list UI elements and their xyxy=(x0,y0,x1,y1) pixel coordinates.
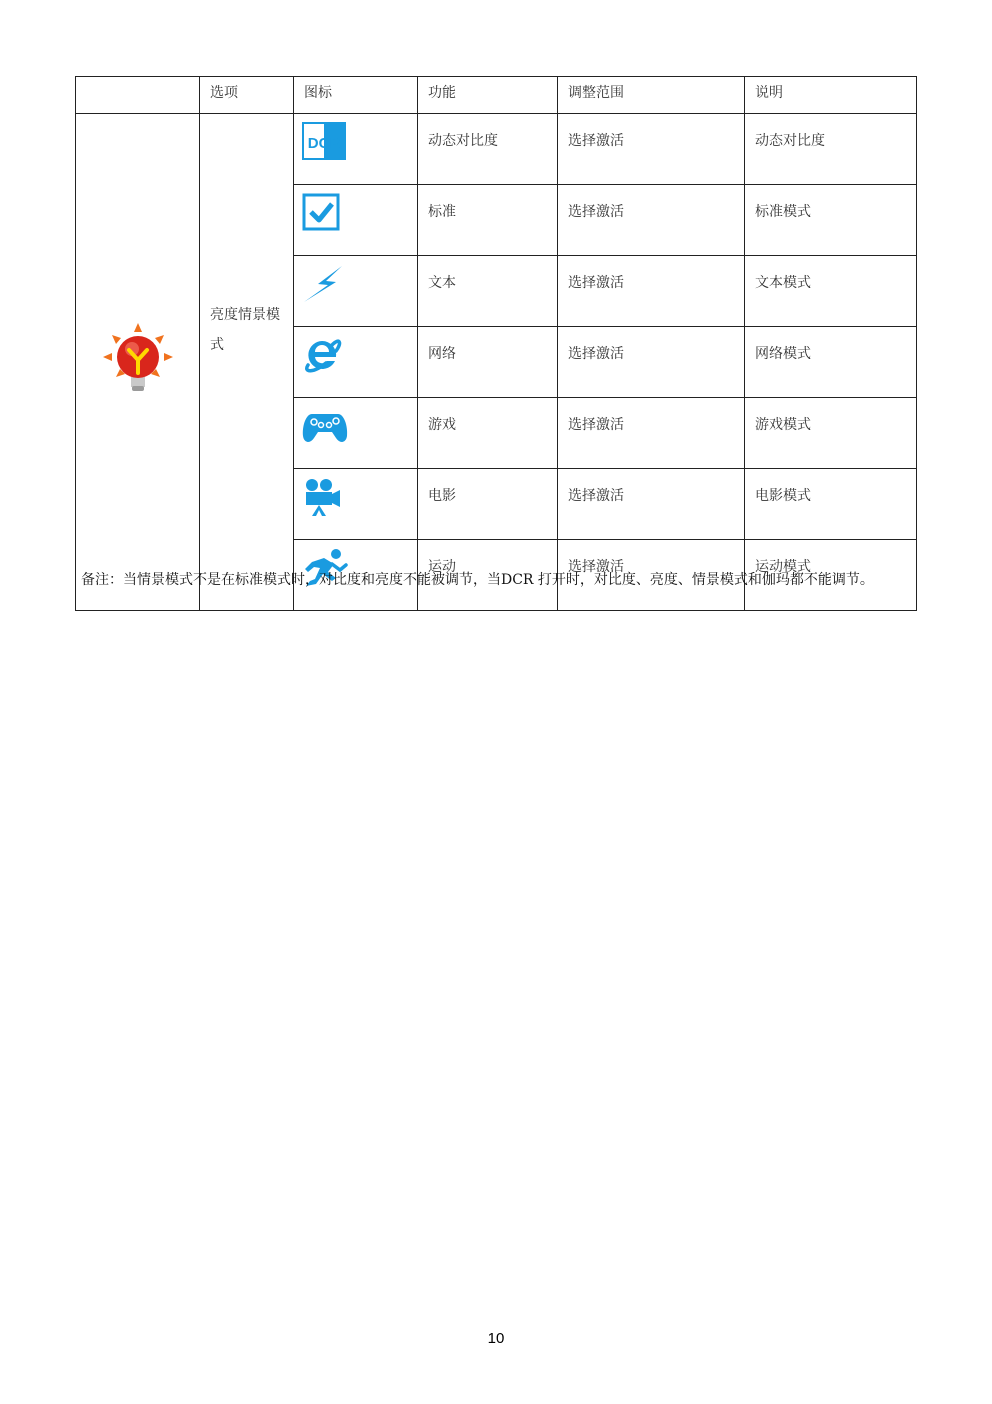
range-cell: 选择激活 xyxy=(558,398,745,469)
description-cell: 标准模式 xyxy=(745,185,917,256)
header-row xyxy=(76,77,917,114)
description-cell: 运动模式 xyxy=(745,540,917,611)
mode-item-cell xyxy=(200,114,294,611)
icon-cell xyxy=(294,185,418,256)
description-cell: 文本模式 xyxy=(745,256,917,327)
brightness-bulb-icon xyxy=(103,323,173,397)
footnote: 备注：当情景模式不是在标准模式时，对比度和亮度不能被调节，当DCR 打开时，对比度、亮度、情景模式和伽玛都不能调节。 xyxy=(81,572,874,588)
text-lightning-icon xyxy=(302,264,346,304)
range-cell: 选择激活 xyxy=(558,256,745,327)
header-description: 说明 xyxy=(745,77,917,114)
header-blank xyxy=(76,77,200,114)
page-number: 10 xyxy=(487,1330,505,1347)
function-cell: 文本 xyxy=(418,256,558,327)
header-icon: 图标 xyxy=(294,77,418,114)
function-cell: 电影 xyxy=(418,469,558,540)
mode-item-label: 亮度情景模式 xyxy=(210,307,280,353)
movie-camera-icon xyxy=(302,477,342,517)
range-cell: 选择激活 xyxy=(558,114,745,185)
icon-cell xyxy=(294,114,418,185)
range-cell: 选择激活 xyxy=(558,469,745,540)
function-cell: 运动 xyxy=(418,540,558,611)
range-cell: 选择激活 xyxy=(558,185,745,256)
function-cell: 标准 xyxy=(418,185,558,256)
standard-check-icon xyxy=(302,193,342,233)
description-cell: 网络模式 xyxy=(745,327,917,398)
header-range: 调整范围 xyxy=(558,77,745,114)
picture-mode-table xyxy=(75,76,917,611)
range-cell: 选择激活 xyxy=(558,327,745,398)
description-cell: 动态对比度 xyxy=(745,114,917,185)
table-row xyxy=(76,114,917,185)
dcr-icon-text: DCR xyxy=(307,135,341,152)
icon-cell xyxy=(294,256,418,327)
icon-cell xyxy=(294,398,418,469)
icon-cell xyxy=(294,327,418,398)
gamepad-icon xyxy=(302,406,348,446)
header-function: 功能 xyxy=(418,77,558,114)
description-cell: 游戏模式 xyxy=(745,398,917,469)
header-option: 选项 xyxy=(200,77,294,114)
dcr-icon xyxy=(302,122,346,160)
range-cell: 选择激活 xyxy=(558,540,745,611)
description-cell: 电影模式 xyxy=(745,469,917,540)
function-cell: 网络 xyxy=(418,327,558,398)
internet-explorer-icon xyxy=(302,335,342,375)
menu-icon-cell xyxy=(76,114,200,611)
function-cell: 动态对比度 xyxy=(418,114,558,185)
function-cell: 游戏 xyxy=(418,398,558,469)
icon-cell xyxy=(294,469,418,540)
